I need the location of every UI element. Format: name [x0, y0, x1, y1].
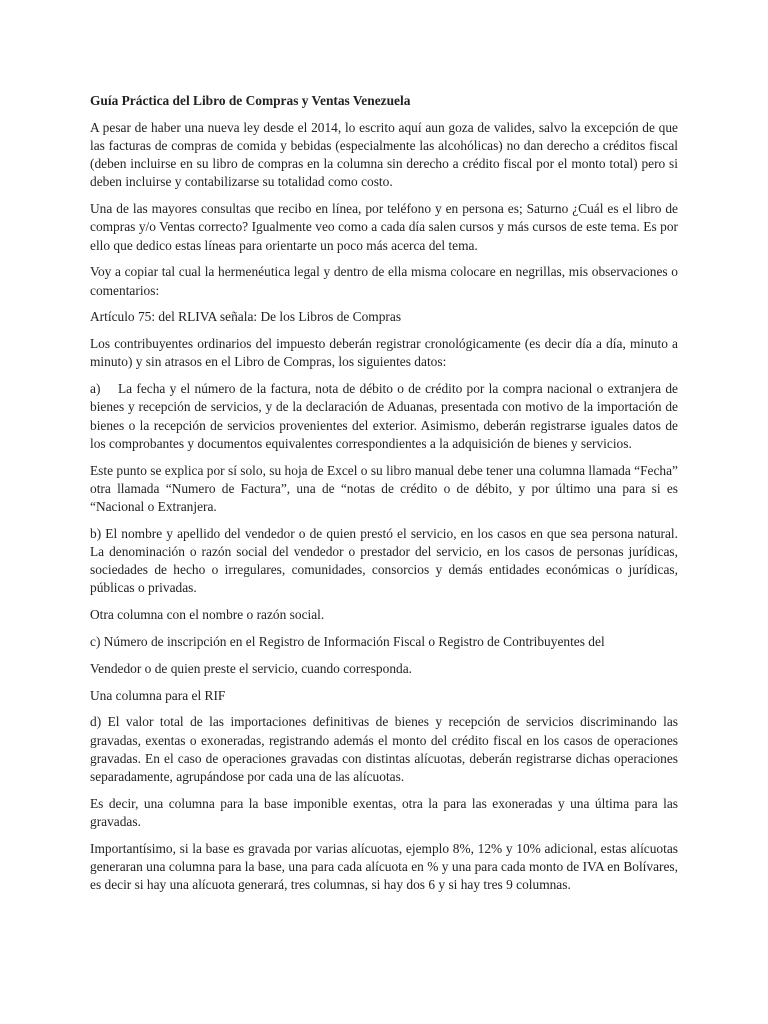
paragraph-item-a-explanation: Este punto se explica por sí solo, su hoja de Excel o su libro manual debe tener una columna llamada “Fecha” otra llamada “Numero de Factura”, una de “notas de crédito o de débito, y por último una para si es “Nacional o Extranjera.	[90, 462, 678, 515]
paragraph-importantisimo: Importantísimo, si la base es gravada por varias alícuotas, ejemplo 8%, 12% y 10% adicional, estas alícuotas generaran una columna para la base, una para cada alícuota en % y una para cada monto de IVA en Bolívares, es decir si hay una alícuota generará, tres columnas, si hay dos 6 y si hay tres 9 columnas.	[90, 840, 678, 893]
document-page	[90, 92, 678, 903]
paragraph-contribuyentes: Los contribuyentes ordinarios del impuesto deberán registrar cronológicamente (es decir día a día, minuto a minuto) y sin atrasos en el Libro de Compras, los siguientes datos:	[90, 336, 678, 370]
document-title: Guía Práctica del Libro de Compras y Ventas Venezuela	[90, 93, 411, 108]
paragraph-item-b: b) El nombre y apellido del vendedor o de quien prestó el servicio, en los casos en que sea persona natural. La denominación o razón social del vendedor o prestador del servicio, en los casos de personas jurídicas, sociedades de hecho o irregulares, comunidades, consorcios y demás entidades económicas o jurídicas, públicas o privadas.	[90, 525, 678, 596]
paragraph-item-b-explanation: Otra columna con el nombre o razón social.	[90, 607, 325, 623]
paragraph-item-a	[90, 380, 678, 453]
item-a-marker: a)	[90, 381, 101, 397]
paragraph-item-c-continuation: Vendedor o de quien preste el servicio, cuando corresponda.	[90, 660, 413, 676]
paragraph-consultas: Una de las mayores consultas que recibo en línea, por teléfono y en persona es; Saturno ¿Cuál es el libro de compras y/o Ventas correcto? Igualmente veo como a cada día salen cursos y más cursos de este tema. Es por ello que dedico estas líneas para orientarte un poco más acerca del tema.	[90, 201, 678, 253]
item-a-text: La fecha y el número de la factura, nota de débito o de crédito por la compra nacional o extranjera de bienes y recepción de servicios, y de la declaración de Aduanas, presentada con motivo de la importación de bienes o la recepción de servicios provenientes del exterior. Asimismo, deberán registrarse iguales datos de los comprobantes y documentos equivalentes correspondientes a la adquisición de bienes y servicios.	[90, 381, 678, 451]
paragraph-item-c-explanation: Una columna para el RIF	[90, 687, 226, 703]
paragraph-hermeneutica: Voy a copiar tal cual la hermenéutica legal y dentro de ella misma colocare en negrillas, mis observaciones o comentarios:	[90, 264, 678, 298]
paragraph-item-d-explanation: Es decir, una columna para la base imponible exentas, otra la para las exoneradas y una última para las gravadas.	[90, 795, 678, 830]
paragraph-intro: A pesar de haber una nueva ley desde el 2014, lo escrito aquí aun goza de valides, salvo la excepción de que las facturas de compras de comida y bebidas (especialmente las alcohólicas) no dan derecho a créditos fiscal (deben incluirse en su libro de compras en la columna sin derecho a crédito fiscal por el monto total) pero si deben incluirse y contabilizarse su totalidad como costo.	[90, 119, 678, 190]
paragraph-articulo-75: Artículo 75: del RLIVA señala: De los Libros de Compras	[90, 309, 402, 325]
paragraph-item-d: d) El valor total de las importaciones definitivas de bienes y recepción de servicios discriminando las gravadas, exentas o exoneradas, registrando además el monto del crédito fiscal en los casos de operaciones gravadas. En el caso de operaciones gravadas con distintas alícuotas, deberán registrarse dichas operaciones separadamente, agrupándose por cada una de las alícuotas.	[90, 714, 678, 785]
paragraph-item-c: c) Número de inscripción en el Registro de Información Fiscal o Registro de Contribuyentes del	[90, 634, 605, 650]
